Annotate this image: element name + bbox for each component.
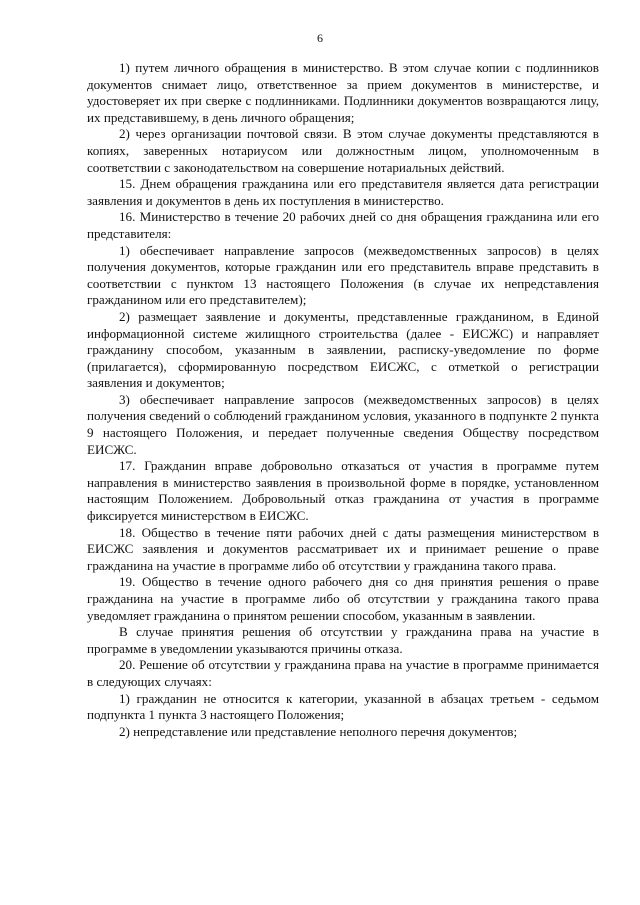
paragraph-item-20: 20. Решение об отсутствии у гражданина права на участие в программе принимается в следующих случаях:	[87, 657, 599, 689]
paragraph-item-17: 17. Гражданин вправе добровольно отказаться от участия в программе путем направления в министерство заявления в произвольной форме в порядке, установленном настоящим Положением. Добровольный отказ гражданина от участия в программе фиксируется министерством в ЕИСЖС.	[87, 458, 599, 524]
paragraph-item-20-sub-2: 2) непредставление или представление неполного перечня документов;	[119, 723, 518, 739]
paragraph-item-15: 15. Днем обращения гражданина или его представителя является дата регистрации заявления и документов в день их поступления в министерство.	[87, 176, 599, 208]
paragraph-item-16: 16. Министерство в течение 20 рабочих дней со дня обращения гражданина или его представителя:	[87, 209, 599, 241]
document-body	[87, 60, 599, 740]
paragraph-item-16-sub-1: 1) обеспечивает направление запросов (межведомственных запросов) в целях получения документов, которые гражданин или его представитель вправе представить в соответствии с пунктом 13 настоящего Положения (в случае их непредставления гражданином или его представителем);	[87, 242, 599, 308]
page-number: 6	[317, 31, 323, 45]
paragraph-item-20-sub-1: 1) гражданин не относится к категории, указанной в абзацах третьем - седьмом подпункта 1 пункта 3 настоящего Положения;	[87, 690, 599, 723]
paragraph-item-18: 18. Общество в течение пяти рабочих дней с даты размещения министерством в ЕИСЖС заявления и документов рассматривает их и принимает решение о праве гражданина на участие в программе либо об отсутствии у гражданина такого права.	[87, 524, 599, 573]
paragraph-item-19: 19. Общество в течение одного рабочего дня со дня принятия решения о праве гражданина на участие в программе либо об отсутствии у гражданина такого права уведомляет гражданина о принятом решении способом, указанным в заявлении.	[87, 574, 599, 623]
paragraph-item-16-sub-3: 3) обеспечивает направление запросов (межведомственных запросов) в целях получения сведений о соблюдений гражданином условия, указанного в подпункте 2 пункта 9 настоящего Положения, и передает полученные сведения Обществу посредством ЕИСЖС.	[87, 391, 599, 457]
paragraph-subitem-2-postal: 2) через организации почтовой связи. В этом случае документы представляются в копиях, заверенных нотариусом или должностным лицом, уполномоченным в соответствии с законодательством на совершение нотариальных действий.	[87, 126, 599, 175]
paragraph-refusal-reasons: В случае принятия решения об отсутствии у гражданина права на участие в программе в уведомлении указываются причины отказа.	[87, 624, 599, 656]
paragraph-subitem-1-personal-visit: 1) путем личного обращения в министерство. В этом случае копии с подлинников документов снимает лицо, ответственное за прием документов в министерстве, и удостоверяет их при сверке с подлинниками. Подлинники документов возвращаются лицу, их представившему, в день личного обращения;	[87, 60, 599, 125]
paragraph-item-16-sub-2: 2) размещает заявление и документы, представленные гражданином, в Единой информационной системе жилищного строительства (далее - ЕИСЖС) и направляет гражданину способом, указанным в заявлении, расписку-уведомление по форме (прилагается), сформированную посредством ЕИСЖС, с отметкой о регистрации заявления и документов;	[87, 308, 599, 391]
